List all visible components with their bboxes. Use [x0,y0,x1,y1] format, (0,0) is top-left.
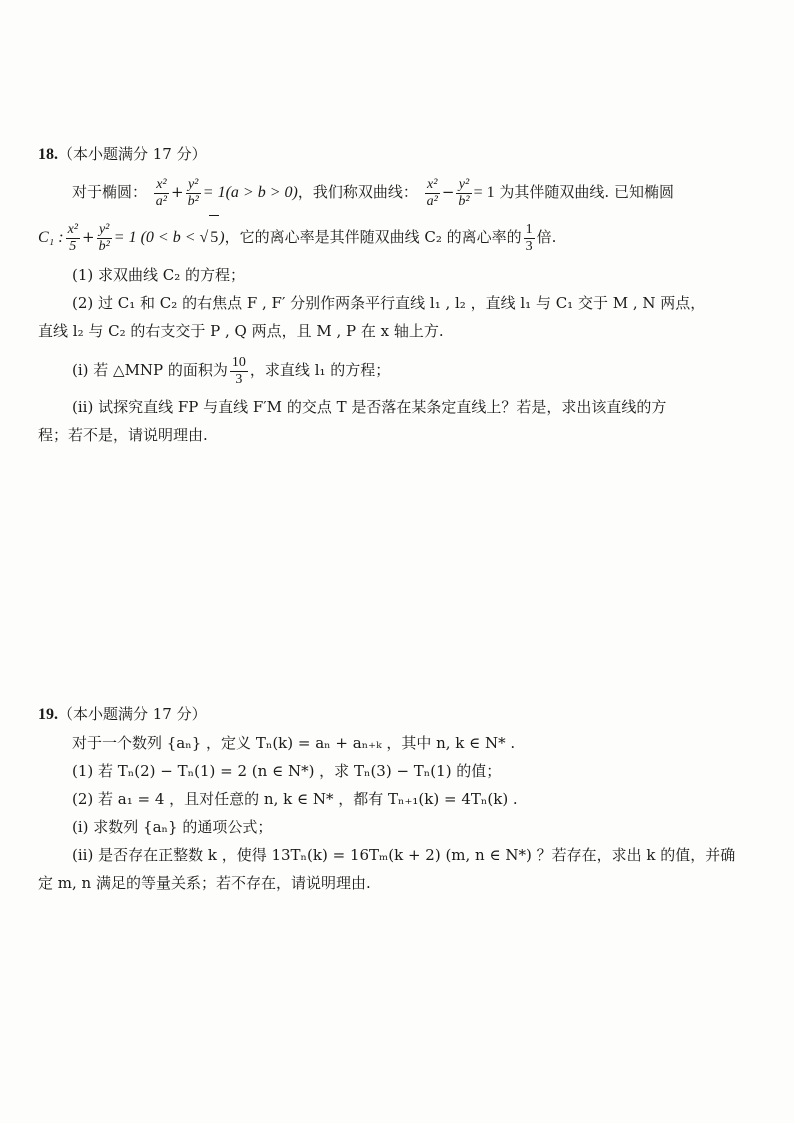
fraction-y2-b2-hyper: $\frac{\text{y²}}{\text{b²}}$ [458,176,470,209]
problem-19-intro: 对于一个数列 {aₙ} ，定义 Tₙ(k) = aₙ + aₙ₊ₖ ，其中 n, k ∈ N* . [72,734,516,752]
problem-19-score: （本小题满分 17 分） [58,705,207,723]
fraction-one-third: $\frac{1}{3}$ [525,221,533,254]
c1-condition: = 1 (0 < b < √ 5) [114,229,225,246]
problem-19-number: 19. [38,706,58,723]
problem-18-heading [38,143,768,166]
problem-18-number: 18. [38,146,58,163]
problem-19 [38,703,768,894]
problem-19-qii-line2: 定 m, n 满足的等量关系；若不存在，请说明理由. [38,874,371,892]
fraction-y2-b2-c1: $\frac{\text{y²}}{\text{b²}}$ [98,221,110,254]
problem-19-q2: (2) 若 a₁ = 4 ，且对任意的 n, k ∈ N* ，都有 Tₙ₊₁(k) = 4Tₙ(k) . [72,790,518,808]
qi-post: ，求直线 l₁ 的方程； [249,361,391,379]
problem-18-intro: 对于椭圆： $\frac{\text{x²}}{\text{a²}}$ + $\frac{\text{y²}}{\text{b²}}$ = 1(a > b > 0)，我们称双曲线： $\frac{\text{x²}}{\text{a²}}$ − $\frac{\text{y²}}{\text{b²}}$ = 1 为其伴随双曲线. 已知椭圆 [72,176,674,209]
problem-18-qii-line2: 程；若不是，请说明理由. [38,426,208,444]
hyperbola-rhs: = 1 [473,184,495,201]
c1-tail: 倍. [536,228,557,246]
problem-19-qii-line1: (ii) 是否存在正整数 k ，使得 13Tₙ(k) = 16Tₘ(k + 2) (m, n ∈ N*) ？若存在，求出 k 的值，并确 [72,846,736,864]
problem-18-q2-line2: 直线 l₂ 与 C₂ 的右支交于 P , Q 两点，且 M , P 在 x 轴上方. [38,322,444,340]
problem-19-heading [38,703,768,726]
fraction-x2-5: $\frac{\text{x²}}{5}$ [67,221,78,254]
problem-18 [38,143,768,446]
problem-19-qi: (i) 求数列 {aₙ} 的通项公式； [72,818,273,836]
problem-18-qi [38,348,768,392]
problem-18-qii-line1: (ii) 试探究直线 FP 与直线 F′M 的交点 T 是否落在某条定直线上？若是，求出该直线的方 [72,398,667,416]
c1-text: ，它的离心率是其伴随双曲线 C₂ 的离心率的 [224,228,522,246]
problem-18-q2-line1: (2) 过 C₁ 和 C₂ 的右焦点 F , F′ 分别作两条平行直线 l₁ , l₂ ，直线 l₁ 与 C₁ 交于 M , N 两点， [72,294,706,312]
fraction-x2-a2-hyper: $\frac{\text{x²}}{\text{a²}}$ [426,176,438,209]
fraction-x2-a2: $\frac{\text{x²}}{\text{a²}}$ [155,176,167,209]
problem-18-q1: (1) 求双曲线 C₂ 的方程； [72,266,246,284]
fraction-ten-thirds: $\frac{10}{3}$ [231,354,246,387]
problem-19-q1: (1) 若 Tₙ(2) − Tₙ(1) = 2 (n ∈ N*) ，求 Tₙ(3) − Tₙ(1) 的值； [72,762,502,780]
fraction-y2-b2: $\frac{\text{y²}}{\text{b²}}$ [187,176,199,209]
problem-18-score: （本小题满分 17 分） [58,145,207,163]
problem-18-c1: C₁ : $\frac{\text{x²}}{5}$ + $\frac{\text{y²}}{\text{b²}}$ = 1 (0 < b < √ 5)，它的离心率是其伴随双曲线 C₂ 的离心率的 $\frac{1}{3}$ 倍. [38,215,768,260]
qi-pre: (i) 若 △MNP 的面积为 [72,361,228,379]
intro-text-a: 对于椭圆： [72,183,148,201]
c1-label: C₁ : [38,229,64,246]
intro-text-b: ，我们称双曲线： [297,183,418,201]
intro-text-c: 为其伴随双曲线. 已知椭圆 [499,183,674,201]
ellipse-condition: = 1(a > b > 0) [202,184,298,201]
